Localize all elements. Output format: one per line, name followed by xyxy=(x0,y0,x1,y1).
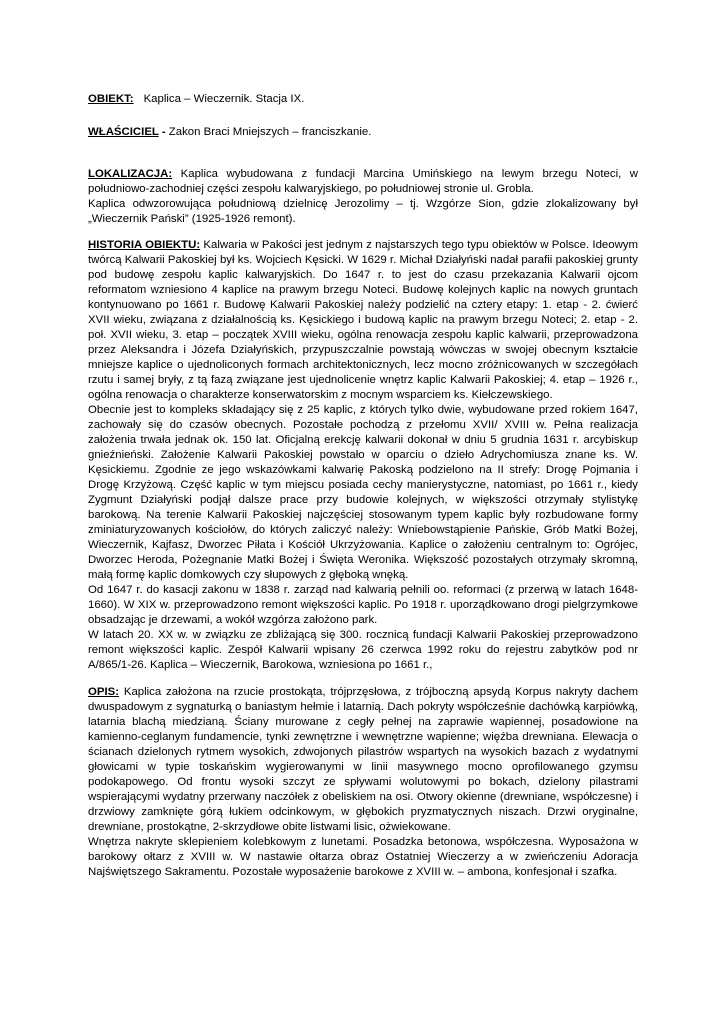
opis-paragraph-2: Wnętrza nakryte sklepieniem kolebkowym z lunetami. Posadzka betonowa, współczesna. Wyposażona w barokowy ołtarz z XVIII w. W nastawie ołtarza obraz Ostatniej Wieczerzy a w zwieńczeniu Adoracja Najświętszego Sakramentu. Pozostałe wyposażenie barokowe z XVIII w. – ambona, konfesjonał i szafka. xyxy=(88,836,638,878)
historia-text-1: Kalwaria w Pakości jest jednym z najstarszych tego typu obiektów w Polsce. Ideowym twórcą Kalwarii Pakoskiej był ks. Wojciech Kęsicki. W 1629 r. Michał Działyński nadał parafii pakoskiej grunty pod budowę zespołu kaplic kalwaryjskich. Do 1647 r. to jest do czasu przekazania Kalwarii ojcom reformatom wzniesiono 4 kaplice na prawym brzegu Noteci. Budowę kolejnych kaplic na nowych gruntach kontynuowano po 1661 r. Budowę Kalwarii Pakoskiej należy podzielić na cztery etapy: 1. etap - 2. ćwierć XVII wieku, związana z działalnością ks. Kęsickiego i budową kaplic na prawym brzegu Noteci; 2. etap - 2. poł. XVII wieku, 3. etap – początek XVIII wieku, ogólna renowacja zespołu kaplic kalwarii, przeprowadzona przez Aleksandra i Józefa Działyńskich, przypuszczalnie powstają wówczas w swojej obecnym kształcie mniejsze kaplice o ujednoliconych formach architektonicznych, lecz mocno zróżnicowanych w szczegółach rzutu i samej bryły, z tą fazą związane jest ujednolicenie wnętrz kaplic Kalwarii Pakoskiej; 4. etap – 1926 r., ogólna renowacja o charakterze konserwatorskim z mocnym wsparciem ks. Kiełczewskiego. xyxy=(88,239,638,401)
historia-paragraph-2: Obecnie jest to kompleks składający się z 25 kaplic, z których tylko dwie, wybudowane przed rokiem 1647, zachowały się do czasów obecnych. Pozostałe pochodzą z przełomu XVII/ XVIII w. Pełna realizacja założenia trwała jednak ok. 150 lat. Oficjalną erekcję kalwarii dokonał w dniu 5 grudnia 1631 r. arcybiskup gnieźnieński. Założenie Kalwarii Pakoskiej powstało w oparciu o dzieło Adrychomiusza znane ks. W. Kęsickiemu. Zgodnie ze jego wskazówkami kalwarię Pakoską podzielono na II strefy: Drogę Pojmania i Drogę Krzyżową. Część kaplic w tym miejscu posiada cechy manierystyczne, natomiast, po 1661 r., kiedy Zygmunt Działyński podjął dalsze prace przy budowie kolejnych, w większości otrzymały stylistykę barokową. Na terenie Kalwarii Pakoskiej najczęściej stosowanym typem kaplic były rozbudowane formy zminiaturyzowanych kościołów, do których zaliczyć należy: Wniebowstąpienie Pańskie, Grób Matki Bożej, Wieczernik, Kajfasz, Dworzec Piłata i Kościół Ukrzyżowania. Kaplice o założeniu centralnym to: Ogrójec, Dworzec Heroda, Pożegnanie Matki Bożej i Święta Weronika. Większość pozostałych otrzymały skromną, małą formę kaplic domkowych czy słupowych z głęboką wnęką. xyxy=(88,404,638,581)
opis-section xyxy=(88,685,638,880)
historia-paragraph-4: W latach 20. XX w. w związku ze zbliżającą się 300. rocznicą fundacji Kalwarii Pakoskiej przeprowadzono remont większości kaplic. Zespół Kalwarii wpisany 26 czerwca 1992 roku do rejestru zabytków pod nr A/865/1-26. Kaplica – Wieczernik, Barokowa, wzniesiona po 1661 r., xyxy=(88,629,638,671)
lokalizacja-paragraph-2: Kaplica odwzorowująca południową dzielnicę Jerozolimy – tj. Wzgórze Sion, gdzie zlokalizowany był „Wieczernik Pański” (1925-1926 remont). xyxy=(88,198,638,225)
obiekt-label: OBIEKT: xyxy=(88,93,134,105)
historia-paragraph-1 xyxy=(88,238,638,403)
lokalizacja-text-1: Kaplica wybudowana z fundacji Marcina Umińskiego na lewym brzegu Noteci, w południowo-zachodniej części zespołu kalwaryjskiego, po południowej stronie ul. Grobla. xyxy=(88,168,638,195)
lokalizacja-label: LOKALIZACJA: xyxy=(88,168,173,180)
wlasciciel-line xyxy=(88,125,638,140)
opis-text-1: Kaplica założona na rzucie prostokąta, trójprzęsłowa, z trójboczną apsydą Korpus nakryty dachem dwuspadowym z sygnaturką o baniastym hełmie i latarnią. Dach pokryty współcześnie dachówką karpiówką, latarnia blachą miedzianą. Ściany murowane z cegły pełnej na zaprawie wapiennej, posadowione na kamienno-ceglanym fundamencie, tynki zewnętrzne i wewnętrzne wapienne; więźba drewniana. Elewacja o ścianach dzielonych rytmem wysokich, zdwojonych pilastrów wspartych na wysokich bazach z wydatnymi głowicami w typie toskańskim wygierowanymi w linii masywnego mocno oprofilowanego gzymsu podokapowego. Od frontu wysoki szczyt ze spływami wolutowymi po bokach, dzielony pilastrami wspierającymi wydatny przerwany naczółek z obeliskiem na osi. Otwory okienne (drewniane, współczesne) i drzwiowy zamknięte górą łukiem odcinkowym, w głębokich pryzmatycznych niszach. Drzwi oryginalne, drewniane, prostokątne, 2-skrzydłowe obite listwami lisic, ożwiekowane. xyxy=(88,686,638,833)
historia-label: HISTORIA OBIEKTU: xyxy=(88,239,201,251)
wlasciciel-value: Zakon Braci Mniejszych – franciszkanie. xyxy=(168,126,372,138)
wlasciciel-label: WŁAŚCICIEL xyxy=(88,126,159,138)
wlasciciel-separator: - xyxy=(158,126,169,138)
historia-paragraph-3: Od 1647 r. do kasacji zakonu w 1838 r. zarząd nad kalwarią pełnili oo. reformaci (z przerwą w latach 1648-1660). W XIX w. przeprowadzono remont większości kaplic. Po 1918 r. uporządkowano drogi pielgrzymkowe obsadzając je drzewami, a wokół wzgórza założono park. xyxy=(88,584,638,626)
obiekt-value: Kaplica – Wieczernik. Stacja IX. xyxy=(143,93,305,105)
opis-label: OPIS: xyxy=(88,686,120,698)
historia-section xyxy=(88,238,638,673)
lokalizacja-paragraph-1 xyxy=(88,167,638,197)
obiekt-line xyxy=(88,92,638,107)
lokalizacja-section xyxy=(88,167,638,227)
opis-paragraph-1 xyxy=(88,685,638,835)
